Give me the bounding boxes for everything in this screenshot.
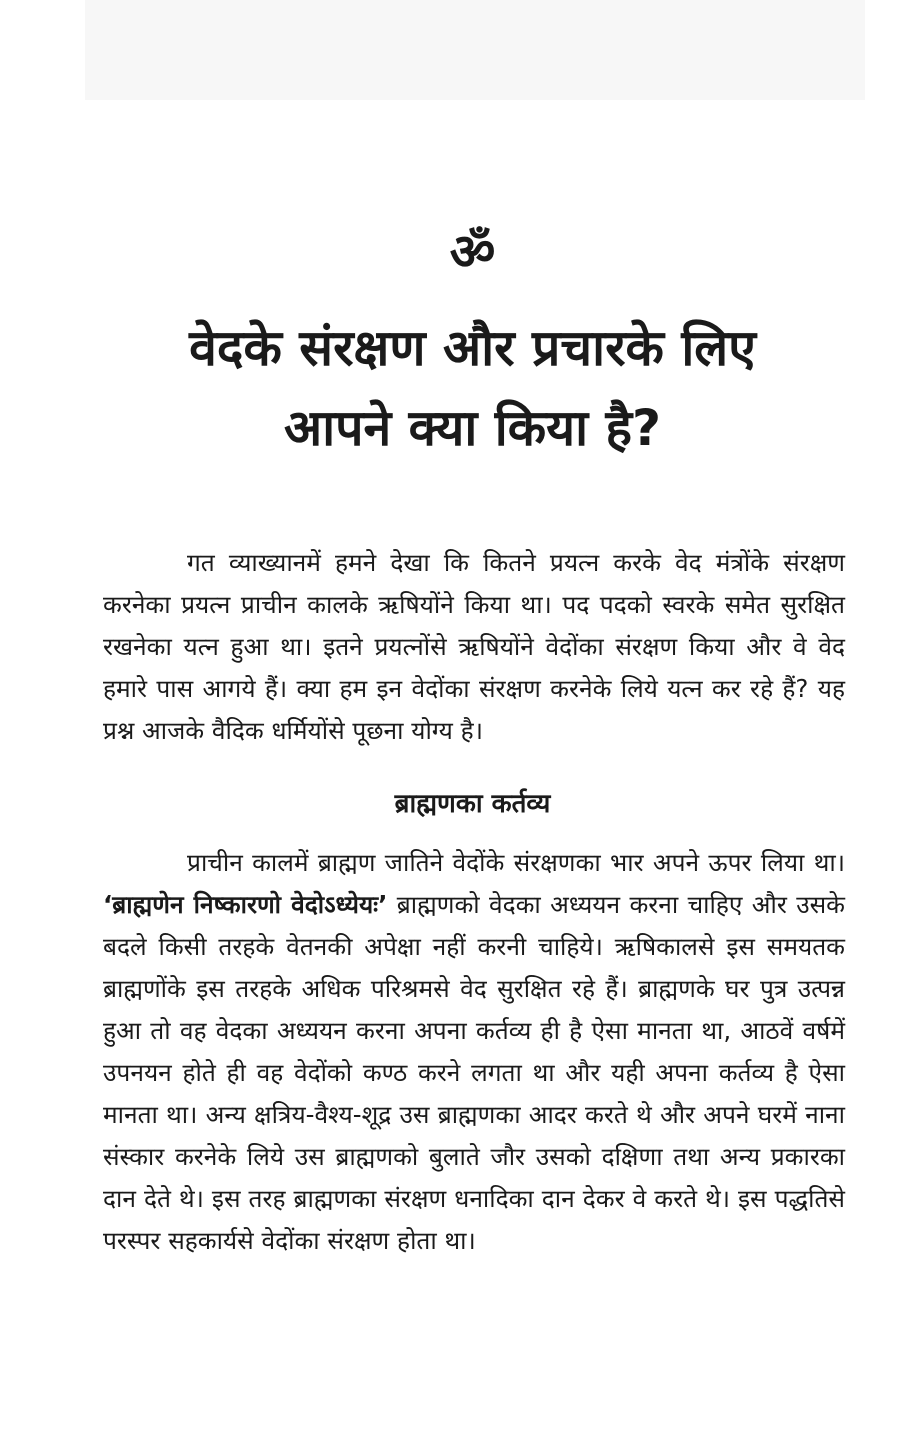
om-symbol: ॐ xyxy=(449,223,496,281)
chapter-title xyxy=(0,308,915,468)
sanskrit-quote: ‘ब्राह्मणेन निष्कारणो वेदोऽध्येयः’ xyxy=(103,890,388,919)
section-heading: ब्राह्मणका कर्तव्य xyxy=(394,789,551,819)
brahmin-duty-paragraph xyxy=(103,842,845,1262)
chapter-title-line-1: वेदके संरक्षण और प्रचारके लिए xyxy=(189,319,756,377)
chapter-title-line-2: आपने क्या किया है? xyxy=(283,399,662,457)
paragraph-text-rest: ब्राह्मणको वेदका अध्ययन करना चाहिए और उसके बदले किसी तरहके वेतनकी अपेक्षा नहीं करनी चाहिये। ऋषिकालसे इस समयतक ब्राह्मणोंके इस तरहके अधिक परिश्रमसे वेद सुरक्षित रहे हैं। ब्राह्मणके घर पुत्र उत्पन्न हुआ तो वह वेदका अध्ययन करना अपना कर्तव्य ही है ऐसा मानता था, आठवें वर्षमें उपनयन होते ही वह वेदोंको कण्ठ करने लगता था और यही अपना कर्तव्य है ऐसा मानता था। अन्य क्षत्रिय-वैश्य-शूद्र उस ब्राह्मणका आदर करते थे और अपने घरमें नाना संस्कार करनेके लिये उस ब्राह्मणको बुलाते जौर उसको दक्षिणा तथा अन्य प्रकारका दान देते थे। इस तरह ब्राह्मणका संरक्षण धनादिका दान देकर वे करते थे। इस पद्धतिसे परस्पर सहकार्यसे वेदोंका संरक्षण होता था। xyxy=(103,890,845,1255)
intro-paragraph xyxy=(103,542,845,752)
paragraph-text-start: प्राचीन कालमें ब्राह्मण जातिने वेदोंके संरक्षणका भार अपने ऊपर लिया था। xyxy=(187,848,845,877)
intro-paragraph-text: गत व्याख्यानमें हमने देखा कि कितने प्रयत्न करके वेद मंत्रोंके संरक्षण करनेका प्रयत्न प्राचीन कालके ऋषियोंने किया था। पद पदको स्वरके समेत सुरक्षित रखनेका यत्न हुआ था। इतने प्रयत्नोंसे ऋषियोंने वेदोंका संरक्षण किया और वे वेद हमारे पास आगये हैं। क्या हम इन वेदोंका संरक्षण करनेके लिये यत्न कर रहे हैं? यह प्रश्न आजके वैदिक धर्मियोंसे पूछना योग्य है। xyxy=(103,548,845,745)
page-header-band xyxy=(85,0,865,100)
